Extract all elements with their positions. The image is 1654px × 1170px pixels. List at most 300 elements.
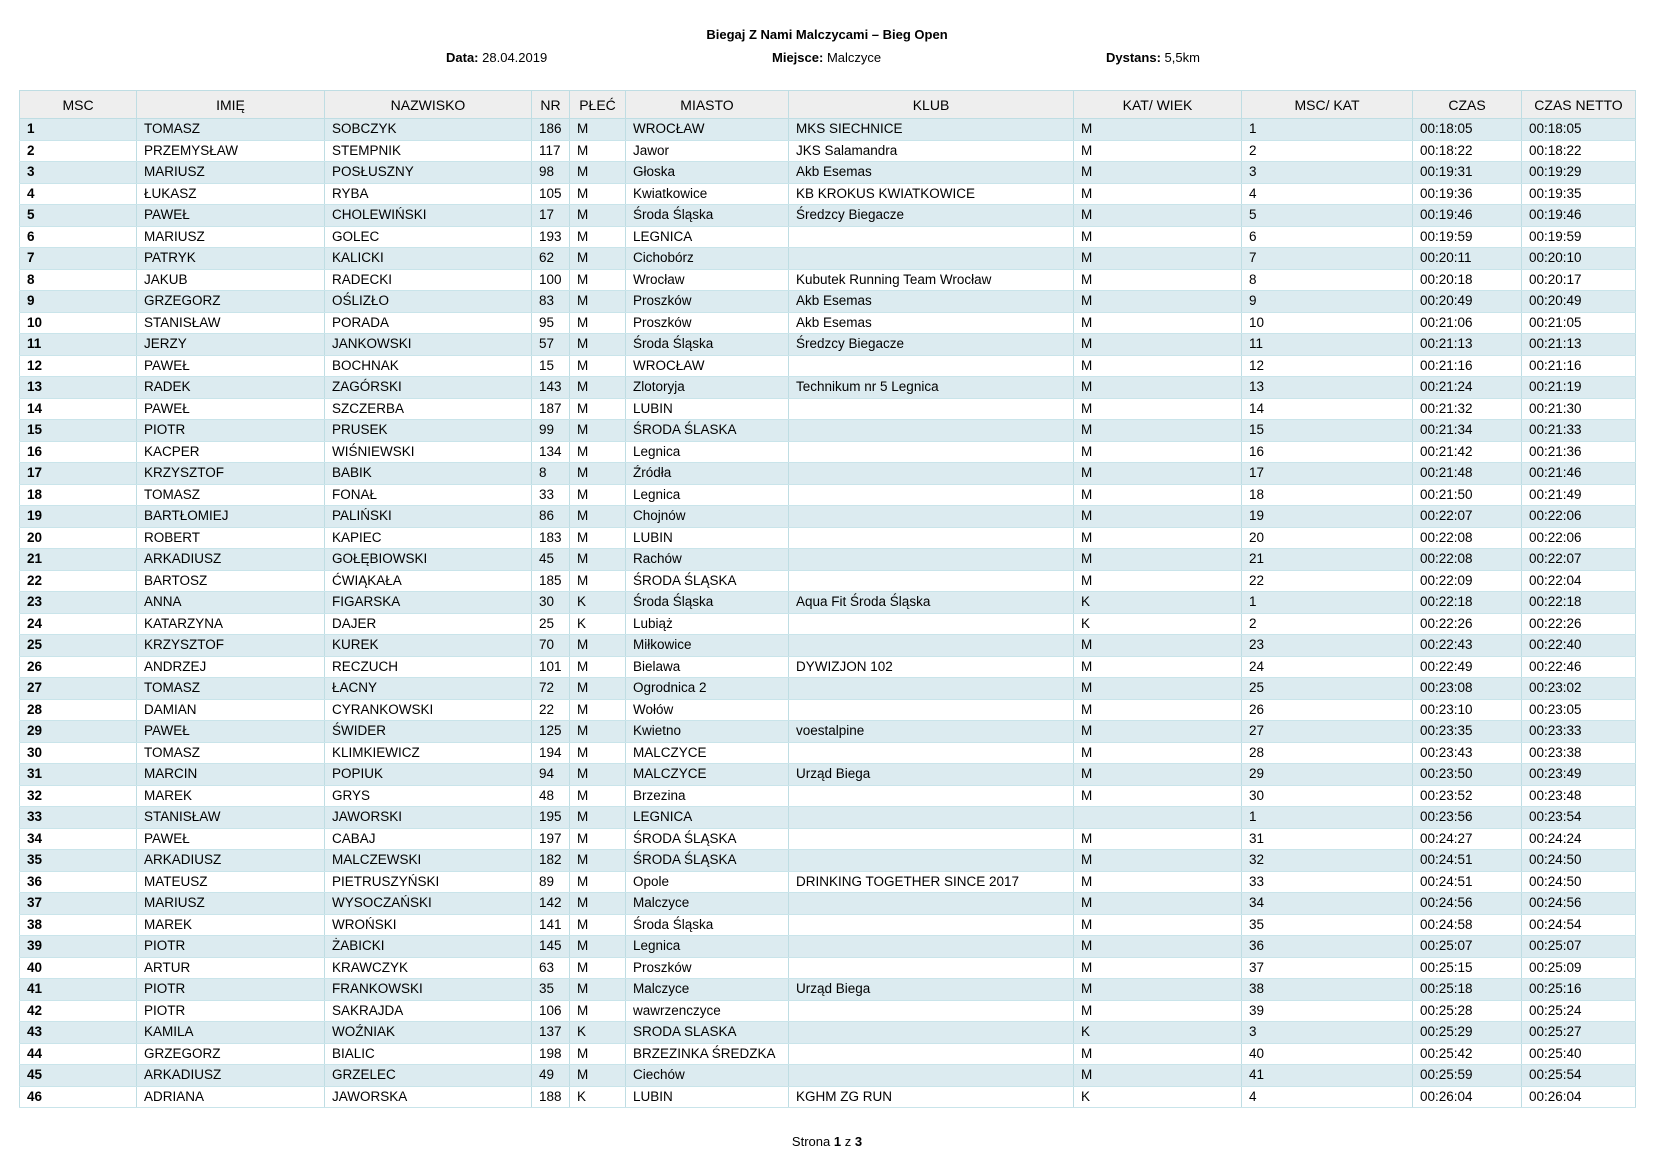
table-cell: TOMASZ <box>137 484 325 506</box>
table-row <box>20 1043 1636 1065</box>
table-cell <box>789 527 1074 549</box>
table-cell: 4 <box>1242 1086 1413 1108</box>
table-cell: M <box>1074 119 1242 141</box>
table-cell <box>789 678 1074 700</box>
table-cell: 13 <box>1242 377 1413 399</box>
table-cell: 1 <box>1242 119 1413 141</box>
table-cell: CABAJ <box>325 828 532 850</box>
table-row <box>20 291 1636 313</box>
table-cell: M <box>1074 850 1242 872</box>
table-cell: 00:21:36 <box>1522 441 1636 463</box>
table-cell: MAREK <box>137 914 325 936</box>
table-cell: M <box>570 312 626 334</box>
table-cell: M <box>570 914 626 936</box>
table-row <box>20 893 1636 915</box>
table-cell: MAREK <box>137 785 325 807</box>
table-cell: CHOLEWIŃSKI <box>325 205 532 227</box>
table-cell: 16 <box>20 441 137 463</box>
table-cell: 10 <box>20 312 137 334</box>
table-cell <box>789 742 1074 764</box>
table-cell: 14 <box>1242 398 1413 420</box>
table-cell: MALCZYCE <box>626 764 789 786</box>
table-cell: M <box>570 484 626 506</box>
table-cell: 99 <box>532 420 570 442</box>
column-header: CZAS NETTO <box>1522 91 1636 119</box>
place-label: Miejsce: <box>772 50 824 65</box>
page-title: Biegaj Z Nami Malczycami – Bieg Open <box>706 27 948 42</box>
table-cell: 38 <box>20 914 137 936</box>
table-row <box>20 828 1636 850</box>
footer-of-word: z <box>844 1134 852 1149</box>
table-cell: M <box>1074 398 1242 420</box>
table-cell: M <box>1074 721 1242 743</box>
table-cell: 00:21:33 <box>1522 420 1636 442</box>
table-cell: 3 <box>1242 162 1413 184</box>
table-row <box>20 1065 1636 1087</box>
table-cell: BARTŁOMIEJ <box>137 506 325 528</box>
distance-value: 5,5km <box>1164 50 1200 65</box>
table-cell: SOBCZYK <box>325 119 532 141</box>
table-cell: M <box>1074 957 1242 979</box>
table-cell: 18 <box>1242 484 1413 506</box>
table-cell: KUREK <box>325 635 532 657</box>
table-cell <box>789 613 1074 635</box>
table-cell: M <box>1074 764 1242 786</box>
table-cell: 00:19:59 <box>1522 226 1636 248</box>
table-cell: 00:22:26 <box>1413 613 1522 635</box>
table-row <box>20 312 1636 334</box>
table-cell: M <box>570 463 626 485</box>
table-cell: 00:24:51 <box>1413 850 1522 872</box>
table-cell: 42 <box>20 1000 137 1022</box>
table-cell: ARKADIUSZ <box>137 1065 325 1087</box>
table-cell: Proszków <box>626 291 789 313</box>
table-cell: SAKRAJDA <box>325 1000 532 1022</box>
table-cell: M <box>570 355 626 377</box>
column-header: MSC <box>20 91 137 119</box>
table-cell: KRZYSZTOF <box>137 635 325 657</box>
table-row <box>20 1000 1636 1022</box>
table-cell: KLIMKIEWICZ <box>325 742 532 764</box>
table-cell: 35 <box>1242 914 1413 936</box>
table-cell: M <box>1074 635 1242 657</box>
table-cell: WYSOCZAŃSKI <box>325 893 532 915</box>
table-row <box>20 549 1636 571</box>
results-body <box>20 119 1636 1108</box>
table-cell: Jawor <box>626 140 789 162</box>
table-cell: 00:23:49 <box>1522 764 1636 786</box>
table-cell: K <box>1074 1022 1242 1044</box>
table-cell: Malczyce <box>626 979 789 1001</box>
table-cell: BRZEZINKA ŚREDZKA <box>626 1043 789 1065</box>
table-cell: 00:21:42 <box>1413 441 1522 463</box>
table-cell: Technikum nr 5 Legnica <box>789 377 1074 399</box>
table-cell: Środa Śląska <box>626 592 789 614</box>
table-cell: M <box>1074 140 1242 162</box>
table-cell: M <box>570 871 626 893</box>
table-cell: M <box>1074 506 1242 528</box>
table-cell: TOMASZ <box>137 742 325 764</box>
table-cell: M <box>570 764 626 786</box>
table-cell: 23 <box>1242 635 1413 657</box>
table-cell: 22 <box>532 699 570 721</box>
table-cell: JANKOWSKI <box>325 334 532 356</box>
table-cell: 00:25:42 <box>1413 1043 1522 1065</box>
table-cell: KACPER <box>137 441 325 463</box>
table-cell: M <box>570 936 626 958</box>
table-cell: 20 <box>20 527 137 549</box>
table-cell: M <box>1074 527 1242 549</box>
footer-page-total: 3 <box>854 1134 863 1149</box>
table-cell: 46 <box>20 1086 137 1108</box>
table-cell: M <box>1074 162 1242 184</box>
table-cell: M <box>570 1000 626 1022</box>
table-cell: 1 <box>20 119 137 141</box>
table-cell: 30 <box>1242 785 1413 807</box>
table-cell: M <box>1074 1000 1242 1022</box>
table-cell: 37 <box>20 893 137 915</box>
table-cell <box>789 248 1074 270</box>
table-cell: 70 <box>532 635 570 657</box>
table-cell: 9 <box>20 291 137 313</box>
table-cell: M <box>1074 269 1242 291</box>
table-cell: 00:23:05 <box>1522 699 1636 721</box>
table-cell: LEGNICA <box>626 807 789 829</box>
table-cell: 30 <box>20 742 137 764</box>
table-cell: 15 <box>532 355 570 377</box>
table-cell: 00:25:16 <box>1522 979 1636 1001</box>
table-cell: M <box>1074 377 1242 399</box>
table-cell: 98 <box>532 162 570 184</box>
table-cell: FONAŁ <box>325 484 532 506</box>
table-row <box>20 1086 1636 1108</box>
table-cell: 39 <box>1242 1000 1413 1022</box>
table-cell: BABIK <box>325 463 532 485</box>
table-cell: JAWORSKA <box>325 1086 532 1108</box>
table-row <box>20 699 1636 721</box>
table-cell: M <box>1074 463 1242 485</box>
table-cell: M <box>570 721 626 743</box>
table-cell: Cichobórz <box>626 248 789 270</box>
table-cell: 00:21:19 <box>1522 377 1636 399</box>
table-cell: Wołów <box>626 699 789 721</box>
table-cell: PIOTR <box>137 936 325 958</box>
table-cell: 00:20:11 <box>1413 248 1522 270</box>
column-header: NR <box>532 91 570 119</box>
table-cell: PIOTR <box>137 420 325 442</box>
table-row <box>20 355 1636 377</box>
table-cell: 13 <box>20 377 137 399</box>
table-cell: Środa Śląska <box>626 914 789 936</box>
table-row <box>20 871 1636 893</box>
table-cell: PALIŃSKI <box>325 506 532 528</box>
table-cell: GRZELEC <box>325 1065 532 1087</box>
table-cell: 141 <box>532 914 570 936</box>
table-cell: 00:25:07 <box>1413 936 1522 958</box>
table-cell: 44 <box>20 1043 137 1065</box>
table-cell: 00:18:22 <box>1522 140 1636 162</box>
table-cell: 00:22:18 <box>1522 592 1636 614</box>
table-cell: 25 <box>532 613 570 635</box>
table-cell: M <box>570 699 626 721</box>
table-cell: Proszków <box>626 957 789 979</box>
table-cell: Ciechów <box>626 1065 789 1087</box>
table-cell: 6 <box>20 226 137 248</box>
table-cell: M <box>1074 248 1242 270</box>
table-cell <box>789 420 1074 442</box>
table-cell: MKS SIECHNICE <box>789 119 1074 141</box>
table-cell: 00:25:59 <box>1413 1065 1522 1087</box>
table-cell: M <box>1074 420 1242 442</box>
table-cell: ŚRODA ŚLĄSKA <box>626 850 789 872</box>
table-cell: 49 <box>532 1065 570 1087</box>
table-cell: M <box>570 377 626 399</box>
table-cell <box>789 1000 1074 1022</box>
table-cell: 1 <box>1242 592 1413 614</box>
column-header: NAZWISKO <box>325 91 532 119</box>
table-cell <box>789 785 1074 807</box>
table-cell: KB KROKUS KWIATKOWICE <box>789 183 1074 205</box>
table-cell: 00:22:40 <box>1522 635 1636 657</box>
table-cell: MARIUSZ <box>137 893 325 915</box>
table-cell: M <box>1074 914 1242 936</box>
table-cell: KRZYSZTOF <box>137 463 325 485</box>
table-row <box>20 979 1636 1001</box>
table-cell: GOLEC <box>325 226 532 248</box>
table-cell: M <box>570 957 626 979</box>
table-cell: 00:19:46 <box>1413 205 1522 227</box>
table-cell: WROCŁAW <box>626 119 789 141</box>
table-cell: 00:23:50 <box>1413 764 1522 786</box>
table-cell: 195 <box>532 807 570 829</box>
table-cell: RADECKI <box>325 269 532 291</box>
table-cell: 29 <box>1242 764 1413 786</box>
table-cell: 00:26:04 <box>1522 1086 1636 1108</box>
table-cell: ĆWIĄKAŁA <box>325 570 532 592</box>
table-row <box>20 140 1636 162</box>
table-cell: 00:19:31 <box>1413 162 1522 184</box>
table-cell: 143 <box>532 377 570 399</box>
table-cell: PAWEŁ <box>137 828 325 850</box>
table-cell: 00:21:13 <box>1522 334 1636 356</box>
table-cell: 26 <box>1242 699 1413 721</box>
table-cell: 00:22:07 <box>1522 549 1636 571</box>
table-cell: 00:23:48 <box>1522 785 1636 807</box>
table-cell: 00:20:17 <box>1522 269 1636 291</box>
table-cell: 00:24:27 <box>1413 828 1522 850</box>
table-cell: Proszków <box>626 312 789 334</box>
table-cell: M <box>1074 678 1242 700</box>
table-cell: OŚLIZŁO <box>325 291 532 313</box>
table-cell: M <box>1074 656 1242 678</box>
table-cell: GRZEGORZ <box>137 291 325 313</box>
table-cell: 26 <box>20 656 137 678</box>
table-cell: 95 <box>532 312 570 334</box>
table-cell: M <box>570 635 626 657</box>
table-cell: Bielawa <box>626 656 789 678</box>
table-cell <box>789 463 1074 485</box>
table-cell: ARKADIUSZ <box>137 850 325 872</box>
table-row <box>20 377 1636 399</box>
table-cell: M <box>570 807 626 829</box>
table-cell: M <box>1074 893 1242 915</box>
table-cell: M <box>1074 291 1242 313</box>
table-cell: M <box>570 226 626 248</box>
table-cell: M <box>570 893 626 915</box>
table-cell: 00:23:08 <box>1413 678 1522 700</box>
table-cell: M <box>570 248 626 270</box>
table-cell: 00:22:06 <box>1522 506 1636 528</box>
table-row <box>20 936 1636 958</box>
table-cell: 33 <box>20 807 137 829</box>
table-cell: Środa Śląska <box>626 334 789 356</box>
table-cell: LEGNICA <box>626 226 789 248</box>
table-cell: 40 <box>1242 1043 1413 1065</box>
table-cell: Źródła <box>626 463 789 485</box>
table-cell: Ogrodnica 2 <box>626 678 789 700</box>
table-cell: POSŁUSZNY <box>325 162 532 184</box>
table-cell: DAMIAN <box>137 699 325 721</box>
table-cell: 00:21:13 <box>1413 334 1522 356</box>
table-cell: DYWIZJON 102 <box>789 656 1074 678</box>
table-cell: 3 <box>20 162 137 184</box>
table-cell: 89 <box>532 871 570 893</box>
table-cell: 00:21:34 <box>1413 420 1522 442</box>
table-cell: M <box>570 742 626 764</box>
table-cell: MALCZYCE <box>626 742 789 764</box>
table-cell: ŁACNY <box>325 678 532 700</box>
table-cell: LUBIN <box>626 398 789 420</box>
table-cell: 00:22:08 <box>1413 527 1522 549</box>
table-row <box>20 162 1636 184</box>
table-cell: 00:22:49 <box>1413 656 1522 678</box>
table-cell: Urząd Biega <box>789 764 1074 786</box>
table-cell: 117 <box>532 140 570 162</box>
table-cell: 00:25:09 <box>1522 957 1636 979</box>
table-cell: RECZUCH <box>325 656 532 678</box>
table-cell: K <box>570 592 626 614</box>
table-cell: 00:21:49 <box>1522 484 1636 506</box>
table-cell: M <box>1074 936 1242 958</box>
table-cell <box>789 355 1074 377</box>
table-cell: MARIUSZ <box>137 162 325 184</box>
table-cell: 7 <box>20 248 137 270</box>
column-header: PŁEĆ <box>570 91 626 119</box>
table-row <box>20 570 1636 592</box>
table-cell: 00:25:24 <box>1522 1000 1636 1022</box>
table-cell: 31 <box>20 764 137 786</box>
table-cell: 1 <box>1242 807 1413 829</box>
table-cell: DAJER <box>325 613 532 635</box>
table-cell: LUBIN <box>626 527 789 549</box>
table-cell: M <box>1074 785 1242 807</box>
table-cell: 21 <box>1242 549 1413 571</box>
table-cell: 105 <box>532 183 570 205</box>
table-cell: M <box>1074 355 1242 377</box>
table-cell: 15 <box>20 420 137 442</box>
table-cell: MARIUSZ <box>137 226 325 248</box>
table-row <box>20 1022 1636 1044</box>
table-cell <box>789 936 1074 958</box>
table-cell: RADEK <box>137 377 325 399</box>
table-cell: M <box>1074 742 1242 764</box>
date-value: 28.04.2019 <box>482 50 548 65</box>
table-cell: 38 <box>1242 979 1413 1001</box>
table-cell <box>789 828 1074 850</box>
table-cell <box>789 1043 1074 1065</box>
table-cell: 17 <box>20 463 137 485</box>
table-cell: ANNA <box>137 592 325 614</box>
table-cell: 00:22:04 <box>1522 570 1636 592</box>
table-cell: PAWEŁ <box>137 205 325 227</box>
table-cell: BARTOSZ <box>137 570 325 592</box>
table-cell: 142 <box>532 893 570 915</box>
table-cell: 00:21:46 <box>1522 463 1636 485</box>
table-cell: FIGARSKA <box>325 592 532 614</box>
table-cell: WOŹNIAK <box>325 1022 532 1044</box>
table-row <box>20 527 1636 549</box>
table-cell: 16 <box>1242 441 1413 463</box>
table-cell: LUBIN <box>626 1086 789 1108</box>
table-cell: M <box>1074 549 1242 571</box>
table-cell: GRZEGORZ <box>137 1043 325 1065</box>
table-row <box>20 484 1636 506</box>
table-cell: 137 <box>532 1022 570 1044</box>
table-cell: 35 <box>532 979 570 1001</box>
race-date <box>446 50 547 65</box>
table-cell: 00:21:06 <box>1413 312 1522 334</box>
column-header: KLUB <box>789 91 1074 119</box>
column-header: IMIĘ <box>137 91 325 119</box>
table-cell: 27 <box>20 678 137 700</box>
table-cell: STANISŁAW <box>137 807 325 829</box>
table-cell <box>789 914 1074 936</box>
table-cell: 00:21:50 <box>1413 484 1522 506</box>
table-row <box>20 119 1636 141</box>
table-cell: Akb Esemas <box>789 312 1074 334</box>
place-value: Malczyce <box>826 50 882 65</box>
table-cell: 00:22:43 <box>1413 635 1522 657</box>
table-cell: 11 <box>1242 334 1413 356</box>
table-cell: 28 <box>20 699 137 721</box>
table-cell: M <box>570 140 626 162</box>
table-cell: K <box>1074 592 1242 614</box>
table-cell: 100 <box>532 269 570 291</box>
table-cell: Średzcy Biegacze <box>789 205 1074 227</box>
table-cell: 101 <box>532 656 570 678</box>
table-cell: 36 <box>1242 936 1413 958</box>
table-cell: 00:22:06 <box>1522 527 1636 549</box>
table-row <box>20 764 1636 786</box>
table-cell: 00:25:07 <box>1522 936 1636 958</box>
table-cell: M <box>570 398 626 420</box>
table-cell: 22 <box>1242 570 1413 592</box>
table-cell: M <box>570 678 626 700</box>
footer-page-current: 1 <box>833 1134 842 1149</box>
table-cell: Aqua Fit Środa Śląska <box>789 592 1074 614</box>
table-cell: 00:22:07 <box>1413 506 1522 528</box>
table-cell: 48 <box>532 785 570 807</box>
table-cell: voestalpine <box>789 721 1074 743</box>
table-cell: 4 <box>20 183 137 205</box>
table-cell: 134 <box>532 441 570 463</box>
table-cell: 00:25:18 <box>1413 979 1522 1001</box>
table-cell: 00:24:54 <box>1522 914 1636 936</box>
table-row <box>20 914 1636 936</box>
table-cell: PIETRUSZYŃSKI <box>325 871 532 893</box>
table-cell: M <box>1074 1043 1242 1065</box>
table-cell: 17 <box>1242 463 1413 485</box>
